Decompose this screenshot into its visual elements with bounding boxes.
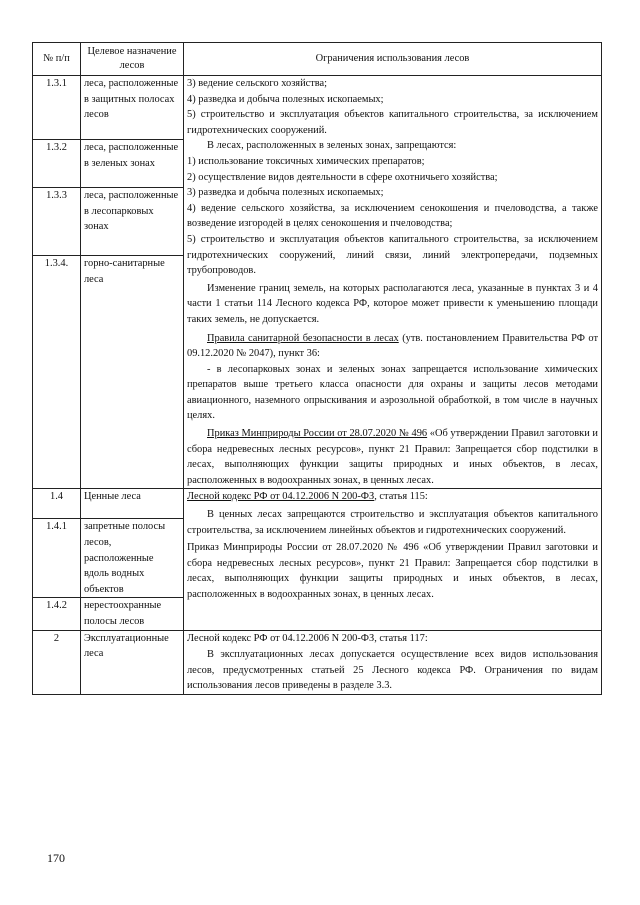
- row-number: 1.4.1: [33, 519, 81, 598]
- restriction-line: 4) разведка и добыча полезных ископаемых;: [187, 93, 384, 105]
- row-number: 1.3.4.: [33, 256, 81, 489]
- table-row: [33, 489, 602, 519]
- green-zone-intro: В лесах, расположенных в зеленых зонах, запрещаются:: [207, 140, 457, 152]
- fire-rules-paragraph: [187, 331, 598, 362]
- row-purpose: запретные полосы лесов, расположенные вдоль водных объектов: [81, 519, 184, 598]
- exploitation-text: В эксплуатационных лесах допускается осуществление всех видов использования лесов, предусмотренных статьей 25 Лесного кодекса РФ. Ограничения по видам использования лесов приведены в разделе 3.3.: [187, 649, 598, 692]
- order-link: Приказ Минприроды России от 28.07.2020 № 496: [207, 428, 428, 440]
- header-num: № п/п: [33, 43, 81, 76]
- fire-rules-ref: (утв. постановлением Правительства РФ от 09.12.2020 № 2047), пункт 36:: [187, 332, 598, 360]
- row-purpose: леса, расположенные в защитных полосах лесов: [81, 76, 184, 140]
- row-purpose: Ценные леса: [81, 489, 184, 519]
- row-number: 1.4: [33, 489, 81, 519]
- boundary-paragraph: Изменение границ земель, на которых располагаются леса, указанные в пунктах 3 и 4 части 1 статьи 114 Лесного кодекса РФ, которое может привести к уменьшению площади таких земель, не допускается.: [187, 282, 598, 325]
- fire-rules-link: Правила санитарной безопасности в лесах: [207, 332, 399, 344]
- header-restrictions: Ограничения использования лесов: [184, 43, 602, 76]
- forest-code-link: Лесной кодекс РФ от 04.12.2006 N 200-ФЗ: [187, 491, 375, 503]
- row-purpose: нерестоохранные полосы лесов: [81, 598, 184, 630]
- forest-code-article: , статья 115:: [374, 491, 428, 503]
- row-number: 2: [33, 630, 81, 694]
- order-paragraph: [187, 426, 598, 488]
- restriction-line: 5) строительство и эксплуатация объектов капитального строительства, за исключением гидротехнических сооружений, линий связи, линий электропередачи, подземных трубопроводов.: [187, 233, 598, 277]
- row-purpose: Эксплуатационные леса: [81, 630, 184, 694]
- order-text: Приказ Минприроды России от 28.07.2020 № 496 «Об утверждении Правил заготовки и сбора недревесных лесных ресурсов», пункт 21 Правил: Запрещается сбор подстилки в лесах, выполняющих функции защиты природных и иных объектов, в лесах, расположенных в водоохранных зонах, в ценных лесах.: [187, 542, 598, 600]
- restriction-line: 2) осуществление видов деятельности в сфере охотничьего хозяйства;: [187, 171, 498, 183]
- restrictions-cell: [184, 76, 602, 489]
- row-number: 1.3.3: [33, 188, 81, 256]
- restriction-line: 4) ведение сельского хозяйства, за исключением сенокошения и пчеловодства, а также возведение изгородей в целях сенокошения и пчеловодства;: [187, 202, 598, 230]
- forest-restrictions-table: [32, 42, 602, 695]
- row-number: 1.3.1: [33, 76, 81, 140]
- restrictions-cell: [184, 489, 602, 630]
- restriction-line: 3) ведение сельского хозяйства;: [187, 78, 328, 89]
- header-purpose: Целевое назначение лесов: [81, 43, 184, 76]
- row-number: 1.3.2: [33, 140, 81, 188]
- row-purpose: леса, расположенные в зеленых зонах: [81, 140, 184, 188]
- row-purpose: горно-санитарные леса: [81, 256, 184, 489]
- forest-code-ref: [187, 489, 598, 505]
- restriction-line: 5) строительство и эксплуатация объектов капитального строительства, за исключением гидротехнических сооружений.: [187, 109, 598, 136]
- order-text: «Об утверждении Правил заготовки и сбора недревесных лесных ресурсов», пункт 21 Правил: Запрещается сбор подстилки в лесах, выполняющих функции защиты природных и иных объектов, в лесах, расположенных в водоохранных зонах, в ценных лесах.: [187, 428, 598, 486]
- fire-rules-text: - в лесопарковых зонах и зеленых зонах запрещается использование химических препаратов выше третьего класса опасности для охраны и защиты лесов методами авиационного, наземного опрыскивания и аэрозольной обработкой, в том числе в научных целях.: [187, 363, 598, 422]
- forest-code-ref: Лесной кодекс РФ от 04.12.2006 N 200-ФЗ, статья 117:: [187, 632, 428, 644]
- row-number: 1.4.2: [33, 598, 81, 630]
- restriction-line: 3) разведка и добыча полезных ископаемых;: [187, 187, 384, 199]
- row-purpose: леса, расположенные в лесопарковых зонах: [81, 188, 184, 256]
- restrictions-cell: [184, 630, 602, 694]
- restriction-line: 1) использование токсичных химических препаратов;: [187, 155, 425, 167]
- table-row: [33, 630, 602, 694]
- page-number: 170: [47, 851, 65, 865]
- table-header-row: [33, 43, 602, 76]
- valuable-forest-text: В ценных лесах запрещаются строительство и эксплуатация объектов капитального строительства, за исключением линейных объектов и гидротехнических сооружений.: [187, 509, 598, 536]
- table-row: [33, 76, 602, 140]
